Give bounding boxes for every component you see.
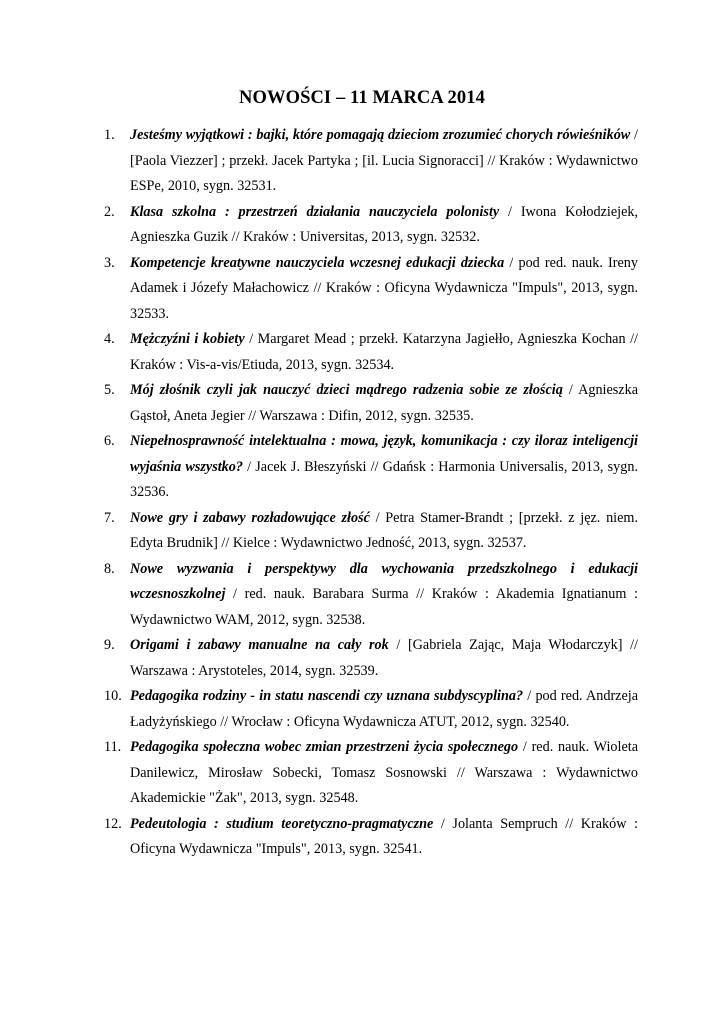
- book-title: Klasa szkolna : przestrzeń działania nauczyciela polonisty: [130, 203, 500, 220]
- book-details: / [Paola Viezzer] ; przekł. Jacek Partyka ; [il. Lucia Signoracci] // Kraków : Wydawnictwo ESPe, 2010, sygn. 32531.: [130, 127, 638, 194]
- book-details: / Petra Stamer-Brandt ; [przekł. z jęz. niem. Edyta Brudnik] // Kielce : Wydawnictwo Jedność, 2013, sygn. 32537.: [130, 509, 638, 551]
- list-item: [104, 251, 638, 328]
- book-details: / Agnieszka Gąstoł, Aneta Jegier // Warszawa : Difin, 2012, sygn. 32535.: [130, 382, 638, 424]
- entry-number: 8.: [104, 560, 115, 577]
- entry-number: 5.: [104, 382, 115, 398]
- entry-number: 3.: [104, 254, 115, 271]
- list-item: [104, 200, 638, 251]
- book-details: / Iwona Kołodziejek, Agnieszka Guzik // Kraków : Universitas, 2013, sygn. 32532.: [130, 203, 639, 245]
- book-details: / Jolanta Sempruch // Kraków : Oficyna Wydawnicza "Impuls", 2013, sygn. 32541.: [130, 815, 638, 857]
- new-books-list: [104, 123, 638, 863]
- book-details: / red. nauk. Barabara Surma // Kraków : Akademia Ignatianum : Wydawnictwo WAM, 2012, sygn. 32538.: [130, 586, 638, 628]
- entry-number: 6.: [104, 433, 115, 449]
- book-title: Niepełnosprawność intelektualna : mowa, język, komunikacja : czy iloraz inteligencji wyjaśnia wszystko?: [130, 433, 638, 475]
- list-item: [104, 429, 638, 506]
- page-title: NOWOŚCI – 11 MARCA 2014: [239, 88, 485, 108]
- list-item: [104, 735, 638, 812]
- entry-number: 10.: [104, 688, 122, 704]
- entry-number: 9.: [104, 637, 115, 653]
- book-details: / [Gabriela Zając, Maja Włodarczyk] // Warszawa : Arystoteles, 2014, sygn. 32539.: [130, 637, 638, 679]
- entry-number: 7.: [104, 509, 115, 526]
- list-item: [104, 378, 638, 429]
- book-details: / pod red. nauk. Ireny Adamek i Józefy Małachowicz // Kraków : Oficyna Wydawnicza "Impuls", 2013, sygn. 32533.: [130, 254, 638, 322]
- book-title: Pedeutologia : studium teoretyczno-pragmatyczne: [130, 815, 434, 832]
- book-title: Mój złośnik czyli jak nauczyć dzieci mądrego radzenia sobie ze złością: [130, 382, 563, 398]
- list-item: [104, 123, 638, 200]
- list-item: [104, 812, 638, 863]
- book-title: Jesteśmy wyjątkowi : bajki, które pomagają dzieciom zrozumieć chorych rówieśników: [130, 127, 631, 143]
- list-item: [104, 684, 638, 735]
- list-item: [104, 557, 638, 634]
- book-title: Kompetencje kreatywne nauczyciela wczesnej edukacji dziecka: [130, 254, 505, 271]
- book-title: Pedagogika rodziny - in statu nascendi czy uznana subdyscyplina?: [130, 688, 524, 704]
- entry-number: 4.: [104, 331, 115, 347]
- book-title: Origami i zabawy manualne na cały rok: [130, 637, 389, 653]
- entry-number: 12.: [104, 815, 122, 832]
- book-details: / Margaret Mead ; przekł. Katarzyna Jagiełło, Agnieszka Kochan // Kraków : Vis-a-vis/Etiuda, 2013, sygn. 32534.: [130, 331, 638, 373]
- entry-number: 1.: [104, 127, 115, 143]
- book-title: Pedagogika społeczna wobec zmian przestrzeni życia społecznego: [130, 739, 519, 755]
- entry-number: 2.: [104, 203, 115, 220]
- book-title: Mężczyźni i kobiety: [130, 331, 245, 347]
- book-details: / red. nauk. Wioleta Danilewicz, Mirosław Sobecki, Tomasz Sosnowski // Warszawa : Wydawnictwo Akademickie "Żak", 2013, sygn. 32548.: [130, 739, 638, 806]
- list-item: [104, 506, 638, 557]
- list-item: [104, 633, 638, 684]
- list-item: [104, 327, 638, 378]
- book-title: Nowe gry i zabawy rozładowujące złość: [130, 509, 370, 526]
- book-title: Nowe wyzwania i perspektywy dla wychowania przedszkolnego i edukacji wczesnoszkolnej: [130, 560, 638, 602]
- entry-number: 11.: [104, 739, 122, 755]
- book-details: / pod red. Andrzeja Ładyżyńskiego // Wrocław : Oficyna Wydawnicza ATUT, 2012, sygn. 32540.: [130, 688, 638, 730]
- book-details: / Jacek J. Błeszyński // Gdańsk : Harmonia Universalis, 2013, sygn. 32536.: [130, 458, 638, 500]
